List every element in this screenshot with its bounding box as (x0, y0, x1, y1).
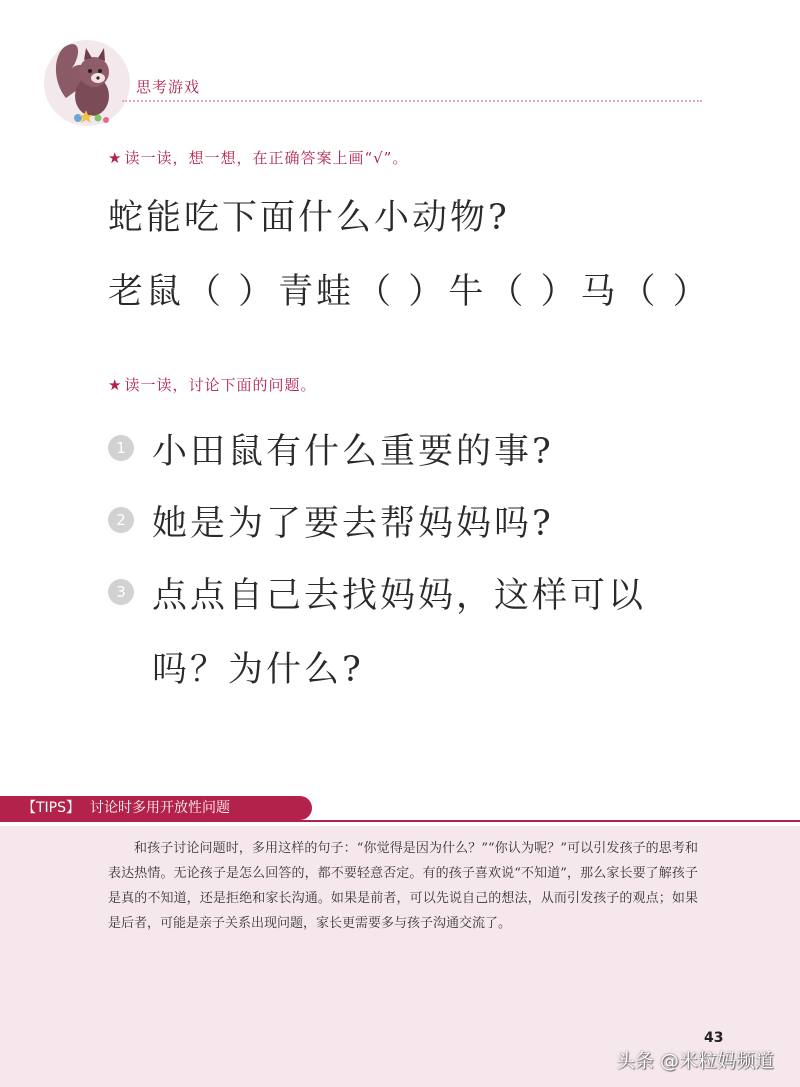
instruction-1-text: 读一读，想一想，在正确答案上画“√”。 (124, 149, 409, 167)
tips-tab (0, 796, 312, 820)
discussion-question: 小田鼠有什么重要的事? (152, 432, 554, 472)
discussion-question: 她是为了要去帮妈妈吗? (152, 504, 554, 544)
instruction-1 (108, 147, 408, 168)
discussion-question: 点点自己去找妈妈，这样可以 (152, 576, 647, 616)
option-label: 牛 (448, 272, 487, 312)
tips-header (0, 796, 800, 826)
star-icon: ★ (108, 149, 123, 167)
answer-blank[interactable]: （ ） (186, 272, 277, 312)
answer-options (108, 264, 713, 314)
tips-body: 和孩子讨论问题时，多用这样的句子：“你觉得是因为什么？”“你认为呢？”可以引发孩子的思考和表达热情。无论孩子是怎么回答的，都不要轻意否定。有的孩子喜欢说“不知道”，那么家长要了解孩子是真的不知道，还是拒绝和家长沟通。如果是前者，可以先说自己的想法，从而引发孩子的观点；如果是后者，可能是亲子关系出现问题，家长更需要多与孩子沟通交流了。 (108, 841, 698, 931)
header-divider (122, 100, 702, 102)
discussion-question-continued: 吗？为什么? (152, 650, 364, 690)
squirrel-mascot-icon (48, 38, 128, 128)
option-label: 马 (580, 272, 619, 312)
tips-title: 讨论时多用开放性问题 (90, 800, 231, 816)
tips-rule (0, 820, 800, 822)
option-label: 青蛙 (278, 272, 355, 312)
header-title: 思考游戏 (136, 78, 201, 96)
question-number-badge: 2 (108, 507, 134, 533)
answer-blank[interactable]: （ ） (620, 272, 711, 312)
instruction-2-text: 读一读，讨论下面的问题。 (124, 376, 317, 394)
page-number: 43 (704, 1030, 724, 1046)
instruction-2 (108, 374, 316, 395)
answer-blank[interactable]: （ ） (356, 272, 447, 312)
question-number-badge: 1 (108, 435, 134, 461)
question-number-badge: 3 (108, 579, 134, 605)
option-label: 老鼠 (108, 272, 185, 312)
answer-blank[interactable]: （ ） (488, 272, 579, 312)
question-main: 蛇能吃下面什么小动物? (108, 198, 510, 238)
star-icon: ★ (108, 376, 123, 394)
tips-label: 【TIPS】 (22, 800, 81, 816)
watermark: 头条 @米粒妈频道 (616, 1050, 775, 1072)
